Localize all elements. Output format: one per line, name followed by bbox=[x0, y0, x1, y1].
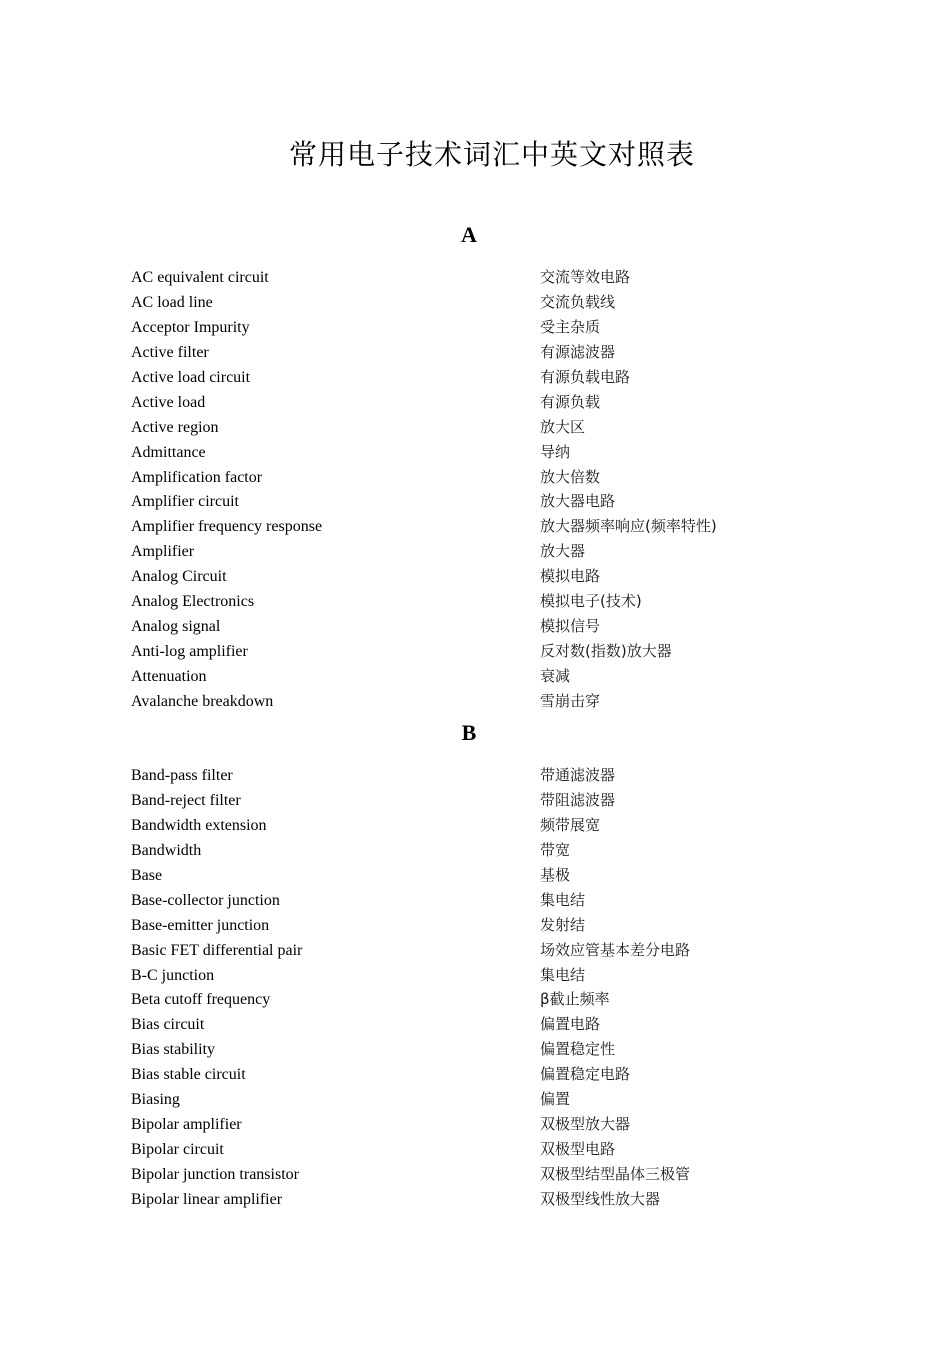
term-english: Attenuation bbox=[131, 668, 207, 685]
term-chinese: 发射结 bbox=[540, 915, 586, 934]
term-chinese: 集电结 bbox=[540, 965, 586, 984]
term-english: Bias circuit bbox=[131, 1016, 205, 1034]
term-chinese: 放大器频率响应(频率特性) bbox=[540, 517, 717, 536]
term-english: Analog Electronics bbox=[131, 593, 255, 611]
term-english: Amplifier bbox=[131, 543, 195, 561]
term-row bbox=[131, 1012, 771, 1037]
term-chinese: 有源滤波器 bbox=[540, 342, 616, 361]
term-english: Avalanche breakdown bbox=[131, 692, 274, 710]
term-row bbox=[131, 689, 771, 714]
term-chinese: 衰减 bbox=[540, 667, 571, 685]
term-english: Basic FET differential pair bbox=[131, 941, 303, 959]
term-english: Analog Circuit bbox=[131, 568, 227, 586]
term-chinese: 场效应管基本差分电路 bbox=[540, 940, 691, 959]
term-chinese: 放大区 bbox=[540, 417, 586, 436]
term-chinese: 模拟电子(技术) bbox=[540, 592, 642, 611]
term-row bbox=[131, 340, 771, 365]
term-chinese: 放大器电路 bbox=[540, 492, 616, 511]
term-english: Admittance bbox=[131, 443, 206, 461]
term-row bbox=[131, 1062, 771, 1087]
term-english: Beta cutoff frequency bbox=[131, 991, 271, 1009]
term-row bbox=[131, 938, 771, 963]
term-english: Active region bbox=[131, 418, 219, 436]
term-row bbox=[131, 763, 771, 788]
term-chinese: 偏置 bbox=[540, 1090, 571, 1109]
term-english: Amplification factor bbox=[131, 468, 263, 486]
page-title: 常用电子技术词汇中英文对照表 bbox=[288, 138, 695, 171]
term-row bbox=[131, 1162, 771, 1187]
term-row bbox=[131, 514, 771, 539]
term-english: Bipolar amplifier bbox=[131, 1116, 242, 1134]
term-row bbox=[131, 1137, 771, 1162]
term-row bbox=[131, 614, 771, 639]
term-row bbox=[131, 963, 771, 988]
term-chinese: 集电结 bbox=[540, 890, 586, 909]
term-english: Biasing bbox=[131, 1091, 180, 1109]
section-heading-a: A bbox=[461, 222, 477, 247]
term-english: Bipolar circuit bbox=[131, 1141, 224, 1159]
term-chinese: 导纳 bbox=[540, 442, 571, 461]
term-english: Bias stable circuit bbox=[131, 1066, 246, 1084]
term-chinese: 偏置稳定电路 bbox=[540, 1065, 631, 1084]
term-chinese: 有源负载 bbox=[540, 392, 601, 411]
term-chinese: 受主杂质 bbox=[540, 317, 601, 336]
term-chinese: 频带展宽 bbox=[540, 815, 601, 834]
term-row bbox=[131, 1037, 771, 1062]
term-english: AC load line bbox=[131, 293, 213, 311]
term-row bbox=[131, 888, 771, 913]
term-english: AC equivalent circuit bbox=[131, 269, 269, 286]
term-english: Base bbox=[131, 866, 163, 884]
term-row bbox=[131, 290, 771, 315]
term-english: Band-pass filter bbox=[131, 767, 233, 784]
term-english: Anti-log amplifier bbox=[131, 643, 248, 661]
term-row bbox=[131, 664, 771, 689]
term-list-b bbox=[131, 763, 771, 1212]
term-row bbox=[131, 1112, 771, 1137]
term-row bbox=[131, 589, 771, 614]
term-chinese: 基极 bbox=[540, 865, 571, 884]
term-english: Bipolar linear amplifier bbox=[131, 1190, 283, 1208]
term-chinese: 模拟电路 bbox=[540, 567, 601, 586]
term-row bbox=[131, 465, 771, 490]
term-english: Active filter bbox=[131, 343, 209, 361]
term-chinese: 双极型线性放大器 bbox=[540, 1189, 661, 1208]
term-list-a bbox=[131, 265, 771, 714]
term-english: Base-collector junction bbox=[131, 891, 280, 909]
term-row bbox=[131, 813, 771, 838]
term-row bbox=[131, 489, 771, 514]
term-row bbox=[131, 365, 771, 390]
term-chinese: 带宽 bbox=[540, 840, 571, 859]
term-row bbox=[131, 1087, 771, 1112]
term-chinese: 带阻滤波器 bbox=[540, 790, 616, 809]
term-chinese: 有源负载电路 bbox=[540, 367, 631, 386]
term-row bbox=[131, 440, 771, 465]
term-english: B-C junction bbox=[131, 966, 215, 984]
term-english: Base-emitter junction bbox=[131, 916, 270, 934]
term-chinese: 放大倍数 bbox=[540, 467, 601, 486]
term-english: Active load circuit bbox=[131, 368, 251, 386]
term-row bbox=[131, 564, 771, 589]
term-chinese: 模拟信号 bbox=[540, 617, 601, 636]
term-chinese: 交流负载线 bbox=[540, 292, 616, 311]
term-row bbox=[131, 390, 771, 415]
term-row bbox=[131, 415, 771, 440]
term-chinese: 双极型结型晶体三极管 bbox=[540, 1165, 691, 1183]
term-row bbox=[131, 539, 771, 564]
term-english: Bipolar junction transistor bbox=[131, 1166, 299, 1183]
section-heading-b: B bbox=[461, 720, 477, 745]
term-english: Amplifier frequency response bbox=[131, 518, 323, 536]
term-row bbox=[131, 1187, 771, 1212]
term-row bbox=[131, 639, 771, 664]
term-chinese: 放大器 bbox=[540, 542, 586, 561]
term-chinese: β截止频率 bbox=[540, 990, 610, 1009]
term-row bbox=[131, 315, 771, 340]
term-chinese: 交流等效电路 bbox=[540, 268, 631, 286]
term-english: Bias stability bbox=[131, 1041, 215, 1059]
term-chinese: 偏置稳定性 bbox=[540, 1040, 616, 1059]
term-row bbox=[131, 863, 771, 888]
term-chinese: 反对数(指数)放大器 bbox=[540, 642, 672, 661]
term-row bbox=[131, 913, 771, 938]
term-row bbox=[131, 265, 771, 290]
term-english: Bandwidth extension bbox=[131, 816, 267, 834]
term-chinese: 偏置电路 bbox=[540, 1015, 601, 1034]
term-chinese: 雪崩击穿 bbox=[540, 691, 601, 710]
term-english: Band-reject filter bbox=[131, 791, 241, 809]
term-english: Active load bbox=[131, 393, 206, 411]
term-chinese: 双极型电路 bbox=[540, 1140, 616, 1159]
term-english: Amplifier circuit bbox=[131, 493, 239, 511]
term-row bbox=[131, 788, 771, 813]
term-english: Analog signal bbox=[131, 618, 221, 636]
term-chinese: 双极型放大器 bbox=[540, 1115, 631, 1134]
term-english: Bandwidth bbox=[131, 841, 202, 859]
term-row bbox=[131, 987, 771, 1012]
term-english: Acceptor Impurity bbox=[131, 318, 250, 336]
term-chinese: 带通滤波器 bbox=[540, 766, 616, 784]
term-row bbox=[131, 838, 771, 863]
